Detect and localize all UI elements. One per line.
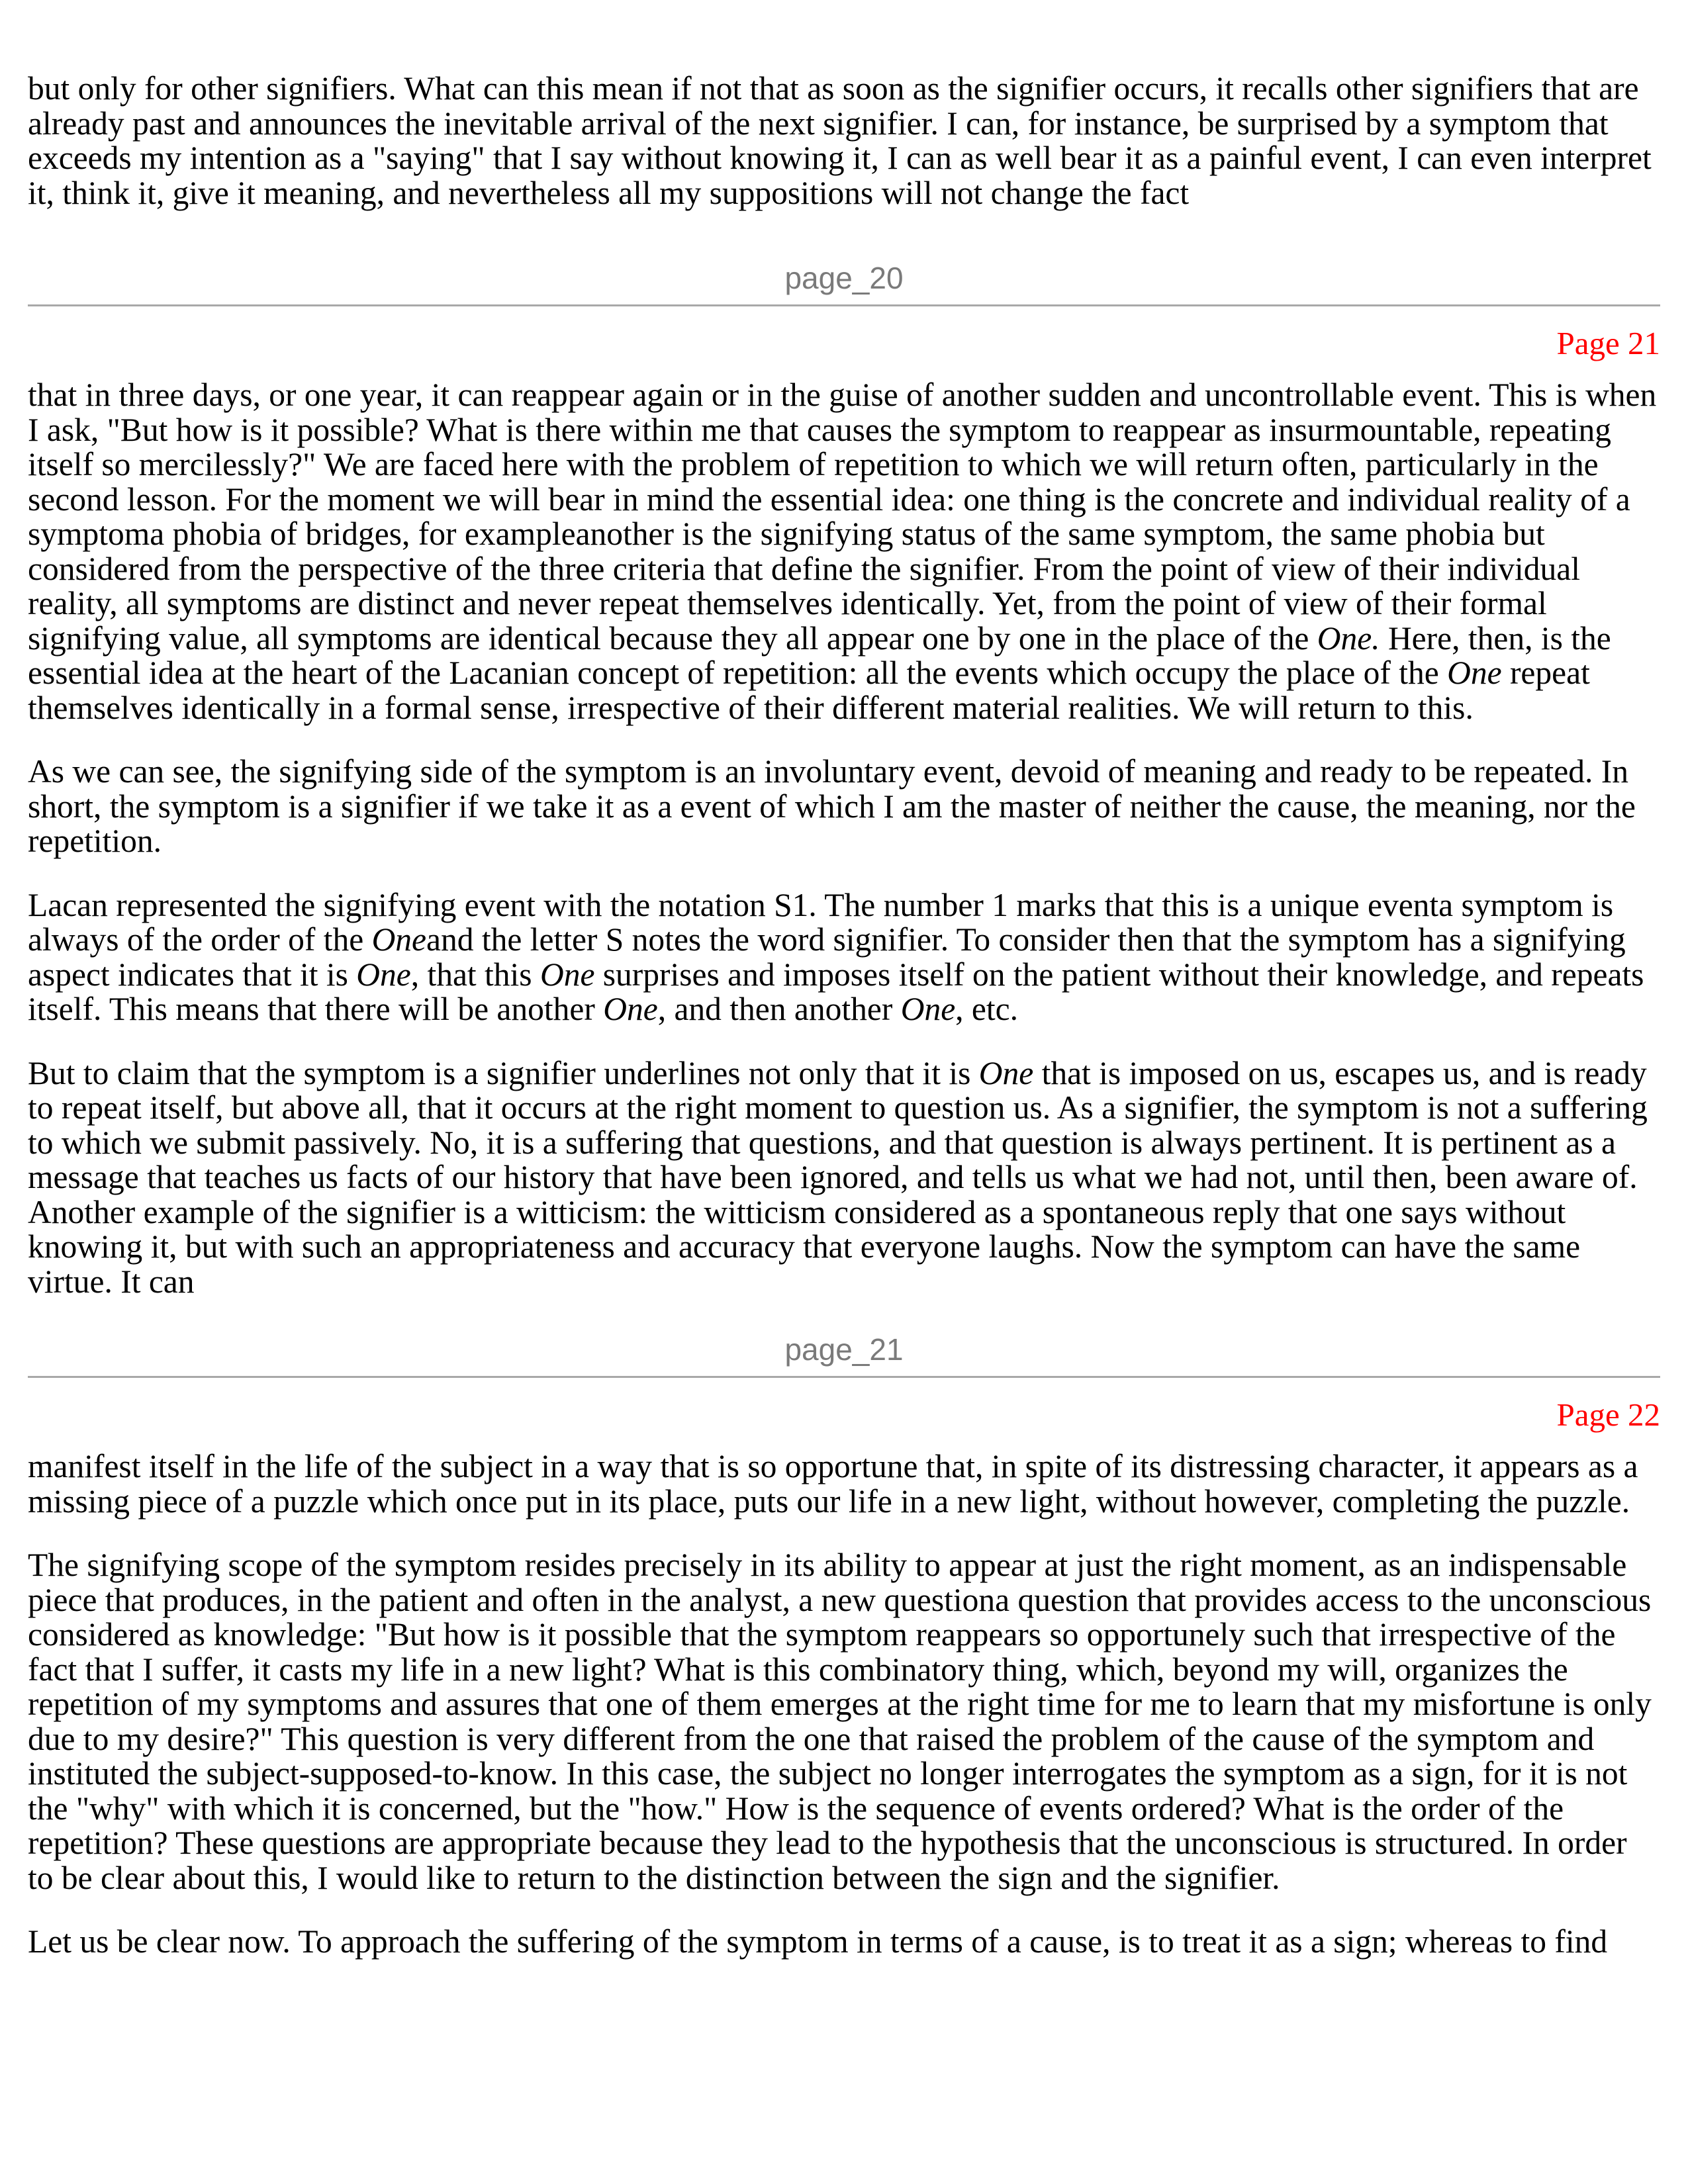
paragraph-page20-tail: but only for other signifiers. What can this mean if not that as soon as the signifier occurs, it recalls other signifiers that are already past and announces the inevitable arrival of the next signifier. I can, for instance, be surprised by a symptom that exceeds my intention as a "saying" that I say without knowing it, I can as well bear it as a painful event, I can even interpret it, think it, give it meaning, and nevertheless all my suppositions will not change the fact bbox=[28, 70, 1652, 211]
paragraph-21-2: As we can see, the signifying side of the symptom is an involuntary event, devoid of meaning and ready to be repeated. In short, the symptom is a signifier if we take it as a event of which I am the master of neither the cause, the meaning, nor the repetition. bbox=[28, 753, 1636, 859]
paragraph-22-2: The signifying scope of the symptom resides precisely in its ability to appear at just the right moment, as an indispensable piece that produces, in the patient and often in the analyst, a new questiona question that provides access to the unconscious considered as knowledge: "But how is it possible that the symptom reappears so opportunely such that irrespective of the fact that I suffer, it casts my life in a new light? What is this combinatory thing, which, beyond my will, organizes the repetition of my symptoms and assures that one of them emerges at the right time for me to learn that my misfortune is only due to my desire?" This question is very different from the one that raised the problem of the cause of the symptom and instituted the subject-supposed-to-know. In this case, the subject no longer interrogates the symptom as a sign, for it is not the "why" with which it is concerned, but the "how." How is the sequence of events ordered? What is the order of the repetition? These questions are appropriate because they lead to the hypothesis that the unconscious is structured. In order to be clear about this, I would like to return to the distinction between the sign and the signifier. bbox=[28, 1547, 1652, 1896]
page-label-21: page_21 bbox=[784, 1332, 904, 1367]
paragraph-21-3: Lacan represented the signifying event with the notation S1. The number 1 marks that this is a unique eventa symptom is always of the order of the Oneand the letter S notes the word signifier. To consider then that the symptom has a signifying aspect indicates that it is One, that this One surprises and imposes itself on the patient without their knowledge, and repeats itself. This means that there will be another One, and then another One, etc. bbox=[28, 886, 1644, 1027]
page-number-21: Page 21 bbox=[1556, 325, 1660, 361]
page-label-20: page_20 bbox=[784, 261, 904, 295]
paragraph-21-1: that in three days, or one year, it can reappear again or in the guise of another sudden and uncontrollable event. This is when I ask, "But how is it possible? What is there within me that causes the symptom to reappear as insurmountable, repeating itself so mercilessly?" We are faced here with the problem of repetition to which we will return often, particularly in the second lesson. For the moment we will bear in mind the essential idea: one thing is the concrete and individual reality of a symptoma phobia of bridges, for exampleanother is the signifying status of the same symptom, the same phobia but considered from the perspective of the three criteria that define the signifier. From the point of view of their individual reality, all symptoms are distinct and never repeat themselves identically. Yet, from the point of view of their formal signifying value, all symptoms are identical because they all appear one by one in the place of the One. Here, then, is the essential idea at the heart of the Lacanian concept of repetition: all the events which occupy the place of the One repeat themselves identically in a formal sense, irrespective of their different material realities. We will return to this. bbox=[28, 377, 1657, 726]
paragraph-22-3: Let us be clear now. To approach the suffering of the symptom in terms of a cause, is to treat it as a sign; whereas to find bbox=[28, 1923, 1608, 1960]
page-number-22: Page 22 bbox=[1556, 1396, 1660, 1433]
paragraph-22-1: manifest itself in the life of the subject in a way that is so opportune that, in spite of its distressing character, it appears as a missing piece of a puzzle which once put in its place, puts our life in a new light, without however, completing the puzzle. bbox=[28, 1448, 1638, 1520]
paragraph-21-4: But to claim that the symptom is a signifier underlines not only that it is One that is imposed on us, escapes us, and is ready to repeat itself, but above all, that it occurs at the right moment to question us. As a signifier, the symptom is not a suffering to which we submit passively. No, it is a suffering that questions, and that question is always pertinent. It is pertinent as a message that teaches us facts of our history that have been ignored, and tells us what we had not, until then, been aware of. Another example of the signifier is a witticism: the witticism considered as a spontaneous reply that one says without knowing it, but with such an appropriateness and accuracy that everyone laughs. Now the symptom can have the same virtue. It can bbox=[28, 1054, 1648, 1300]
